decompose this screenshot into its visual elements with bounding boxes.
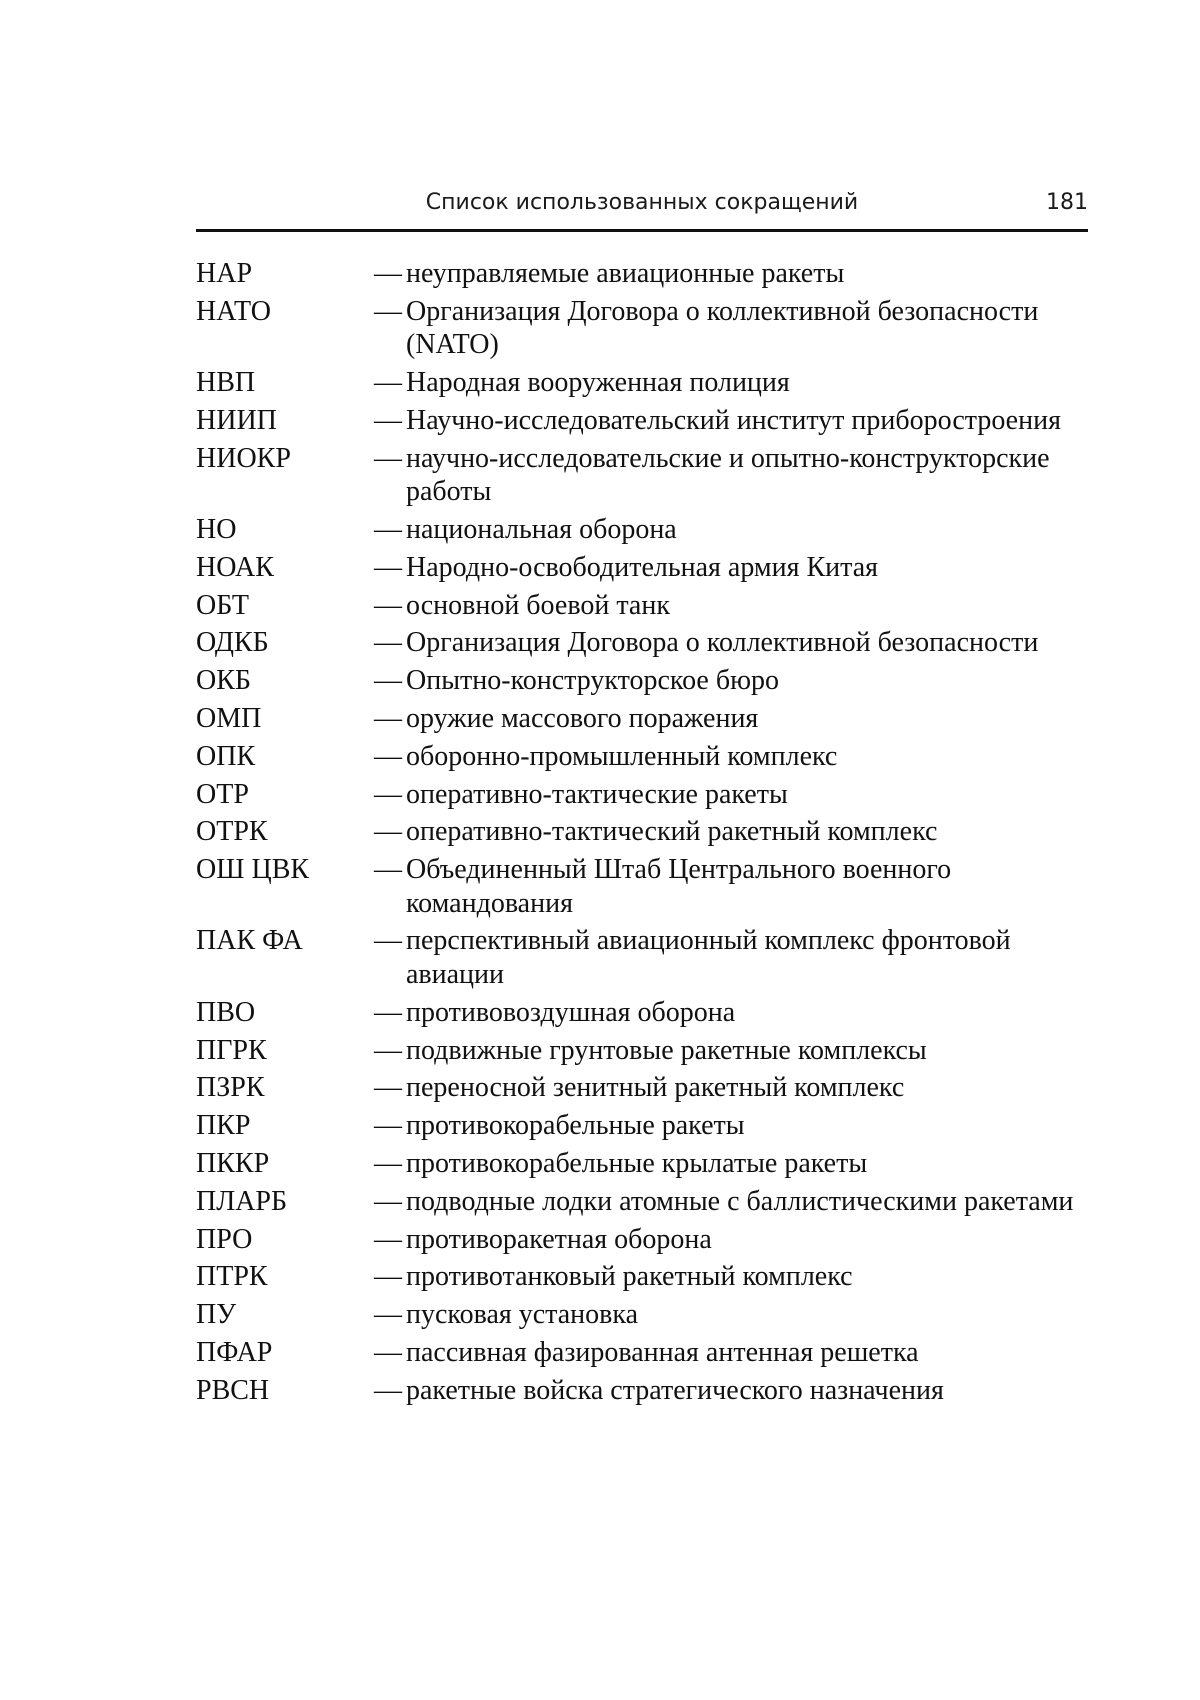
abbreviation-entry: [196, 815, 1088, 849]
abbreviation-entry: [196, 1071, 1088, 1105]
abbreviation-entry: [196, 257, 1088, 291]
dash: —: [374, 258, 402, 289]
dash: —: [374, 1336, 402, 1368]
abbreviation-entry: [196, 442, 1088, 509]
abbreviation-entry: [196, 1336, 1088, 1370]
abbreviation-definition: национальная оборона: [406, 513, 677, 545]
abbreviation-definition: Организация Договора о коллективной безопасности (NATO): [406, 295, 1039, 361]
abbreviation-entry: [196, 1109, 1088, 1143]
abbreviation: ОШ ЦВК: [196, 854, 310, 886]
abbreviation-definition: подвижные грунтовые ракетные комплексы: [406, 1034, 927, 1066]
header-rule: [196, 229, 1088, 232]
abbreviation-entry: [196, 626, 1088, 660]
abbreviation-definition: оборонно-промышленный комплекс: [406, 740, 838, 772]
abbreviation-definition: противоракетная оборона: [406, 1223, 712, 1255]
dash: —: [374, 551, 402, 583]
abbreviation-entry: [196, 1260, 1088, 1294]
abbreviation-entry: [196, 404, 1088, 438]
dash: —: [374, 589, 402, 621]
abbreviation: ОПК: [196, 740, 256, 772]
abbreviation: ОБТ: [196, 589, 250, 621]
abbreviation-entry: [196, 778, 1088, 812]
dash: —: [374, 1072, 402, 1104]
dash: —: [374, 295, 402, 327]
dash: —: [374, 404, 402, 436]
abbreviation: ПККР: [196, 1147, 270, 1179]
abbreviation-entry: [196, 295, 1088, 362]
abbreviation: РВСН: [196, 1374, 270, 1406]
abbreviation-entry: [196, 740, 1088, 774]
abbreviation-entry: [196, 996, 1088, 1030]
dash: —: [374, 702, 402, 734]
dash: —: [374, 1374, 402, 1406]
abbreviation: ПВО: [196, 996, 256, 1028]
abbreviation: ПУ: [196, 1299, 237, 1331]
abbreviation-entry: [196, 664, 1088, 698]
dash: —: [374, 513, 402, 545]
abbreviation: ПАК ФА: [196, 925, 303, 957]
abbreviation-definition: Народная вооруженная полиция: [406, 367, 790, 399]
abbreviation: НВП: [196, 367, 256, 399]
abbreviation: ОКБ: [196, 665, 251, 697]
abbreviation-definition: оперативно-тактические ракеты: [406, 778, 788, 810]
dash: —: [374, 442, 402, 474]
abbreviation: ПЛАРБ: [196, 1185, 288, 1217]
abbreviation-list: [196, 257, 1088, 1412]
dash: —: [374, 627, 402, 659]
abbreviation-definition: основной боевой танк: [406, 589, 670, 621]
abbreviation: НИИП: [196, 404, 277, 436]
page-number: 181: [1046, 190, 1088, 215]
abbreviation: ПТРК: [196, 1261, 268, 1293]
dash: —: [374, 1034, 402, 1066]
dash: —: [374, 1110, 402, 1142]
abbreviation: ОМП: [196, 702, 262, 734]
abbreviation-definition: неуправляемые авиационные ракеты: [406, 258, 845, 289]
abbreviation-entry: [196, 1298, 1088, 1332]
abbreviation-definition: оружие массового поражения: [406, 702, 759, 734]
abbreviation-entry: [196, 1223, 1088, 1257]
abbreviation: ОТР: [196, 778, 249, 810]
abbreviation: ОТРК: [196, 816, 268, 848]
abbreviation-definition: Народно-освободительная армия Китая: [406, 551, 879, 583]
dash: —: [374, 1299, 402, 1331]
abbreviation-definition: научно-исследовательские и опытно-конструкторские работы: [406, 442, 1050, 508]
abbreviation-definition: противокорабельные ракеты: [406, 1110, 745, 1142]
dash: —: [374, 996, 402, 1028]
abbreviation: НО: [196, 513, 237, 545]
abbreviation: ПКР: [196, 1110, 251, 1142]
abbreviation-definition: переносной зенитный ракетный комплекс: [406, 1072, 905, 1104]
abbreviation: ПЗРК: [196, 1072, 265, 1104]
dash: —: [374, 740, 402, 772]
dash: —: [374, 778, 402, 810]
abbreviation: НОАК: [196, 551, 274, 583]
abbreviation: НАТО: [196, 295, 271, 327]
abbreviation: НИОКР: [196, 442, 291, 474]
abbreviation: ПРО: [196, 1223, 253, 1255]
abbreviation-entry: [196, 589, 1088, 623]
abbreviation-definition: Опытно-конструкторское бюро: [406, 665, 780, 697]
abbreviation-entry: [196, 551, 1088, 585]
abbreviation-definition: пассивная фазированная антенная решетка: [406, 1336, 919, 1368]
abbreviation-definition: Организация Договора о коллективной безопасности: [406, 627, 1039, 659]
abbreviation-entry: [196, 366, 1088, 400]
dash: —: [374, 1261, 402, 1293]
dash: —: [374, 665, 402, 697]
abbreviation-entry: [196, 1147, 1088, 1181]
running-head-title: Список использованных сокращений: [425, 190, 859, 215]
abbreviation-definition: противотанковый ракетный комплекс: [406, 1261, 853, 1293]
abbreviation-entry: [196, 1185, 1088, 1219]
abbreviation-definition: Научно-исследовательский институт приборостроения: [406, 404, 1061, 436]
dash: —: [374, 1185, 402, 1217]
abbreviation-entry: [196, 702, 1088, 736]
abbreviation-definition: перспективный авиационный комплекс фронтовой авиации: [406, 925, 1011, 990]
abbreviation-entry: [196, 1374, 1088, 1408]
abbreviation-entry: [196, 924, 1088, 991]
dash: —: [374, 1223, 402, 1255]
abbreviation: ОДКБ: [196, 627, 269, 659]
dash: —: [374, 816, 402, 848]
abbreviation-definition: противовоздушная оборона: [406, 996, 736, 1028]
abbreviation-entry: [196, 513, 1088, 547]
abbreviation-definition: оперативно-тактический ракетный комплекс: [406, 816, 938, 848]
abbreviation: ПГРК: [196, 1034, 267, 1066]
abbreviation-entry: [196, 1034, 1088, 1068]
dash: —: [374, 1147, 402, 1179]
running-head: [196, 190, 1088, 220]
dash: —: [374, 925, 402, 957]
abbreviation-definition: Объединенный Штаб Центрального военного командования: [406, 854, 952, 919]
dash: —: [374, 854, 402, 886]
abbreviation: НАР: [196, 258, 253, 289]
abbreviation-entry: [196, 853, 1088, 920]
dash: —: [374, 367, 402, 399]
abbreviation-definition: противокорабельные крылатые ракеты: [406, 1147, 868, 1179]
abbreviation-definition: ракетные войска стратегического назначения: [406, 1374, 944, 1406]
abbreviation-definition: пусковая установка: [406, 1299, 638, 1331]
abbreviation-definition: подводные лодки атомные с баллистическими ракетами: [406, 1185, 1074, 1217]
abbreviation: ПФАР: [196, 1336, 273, 1368]
